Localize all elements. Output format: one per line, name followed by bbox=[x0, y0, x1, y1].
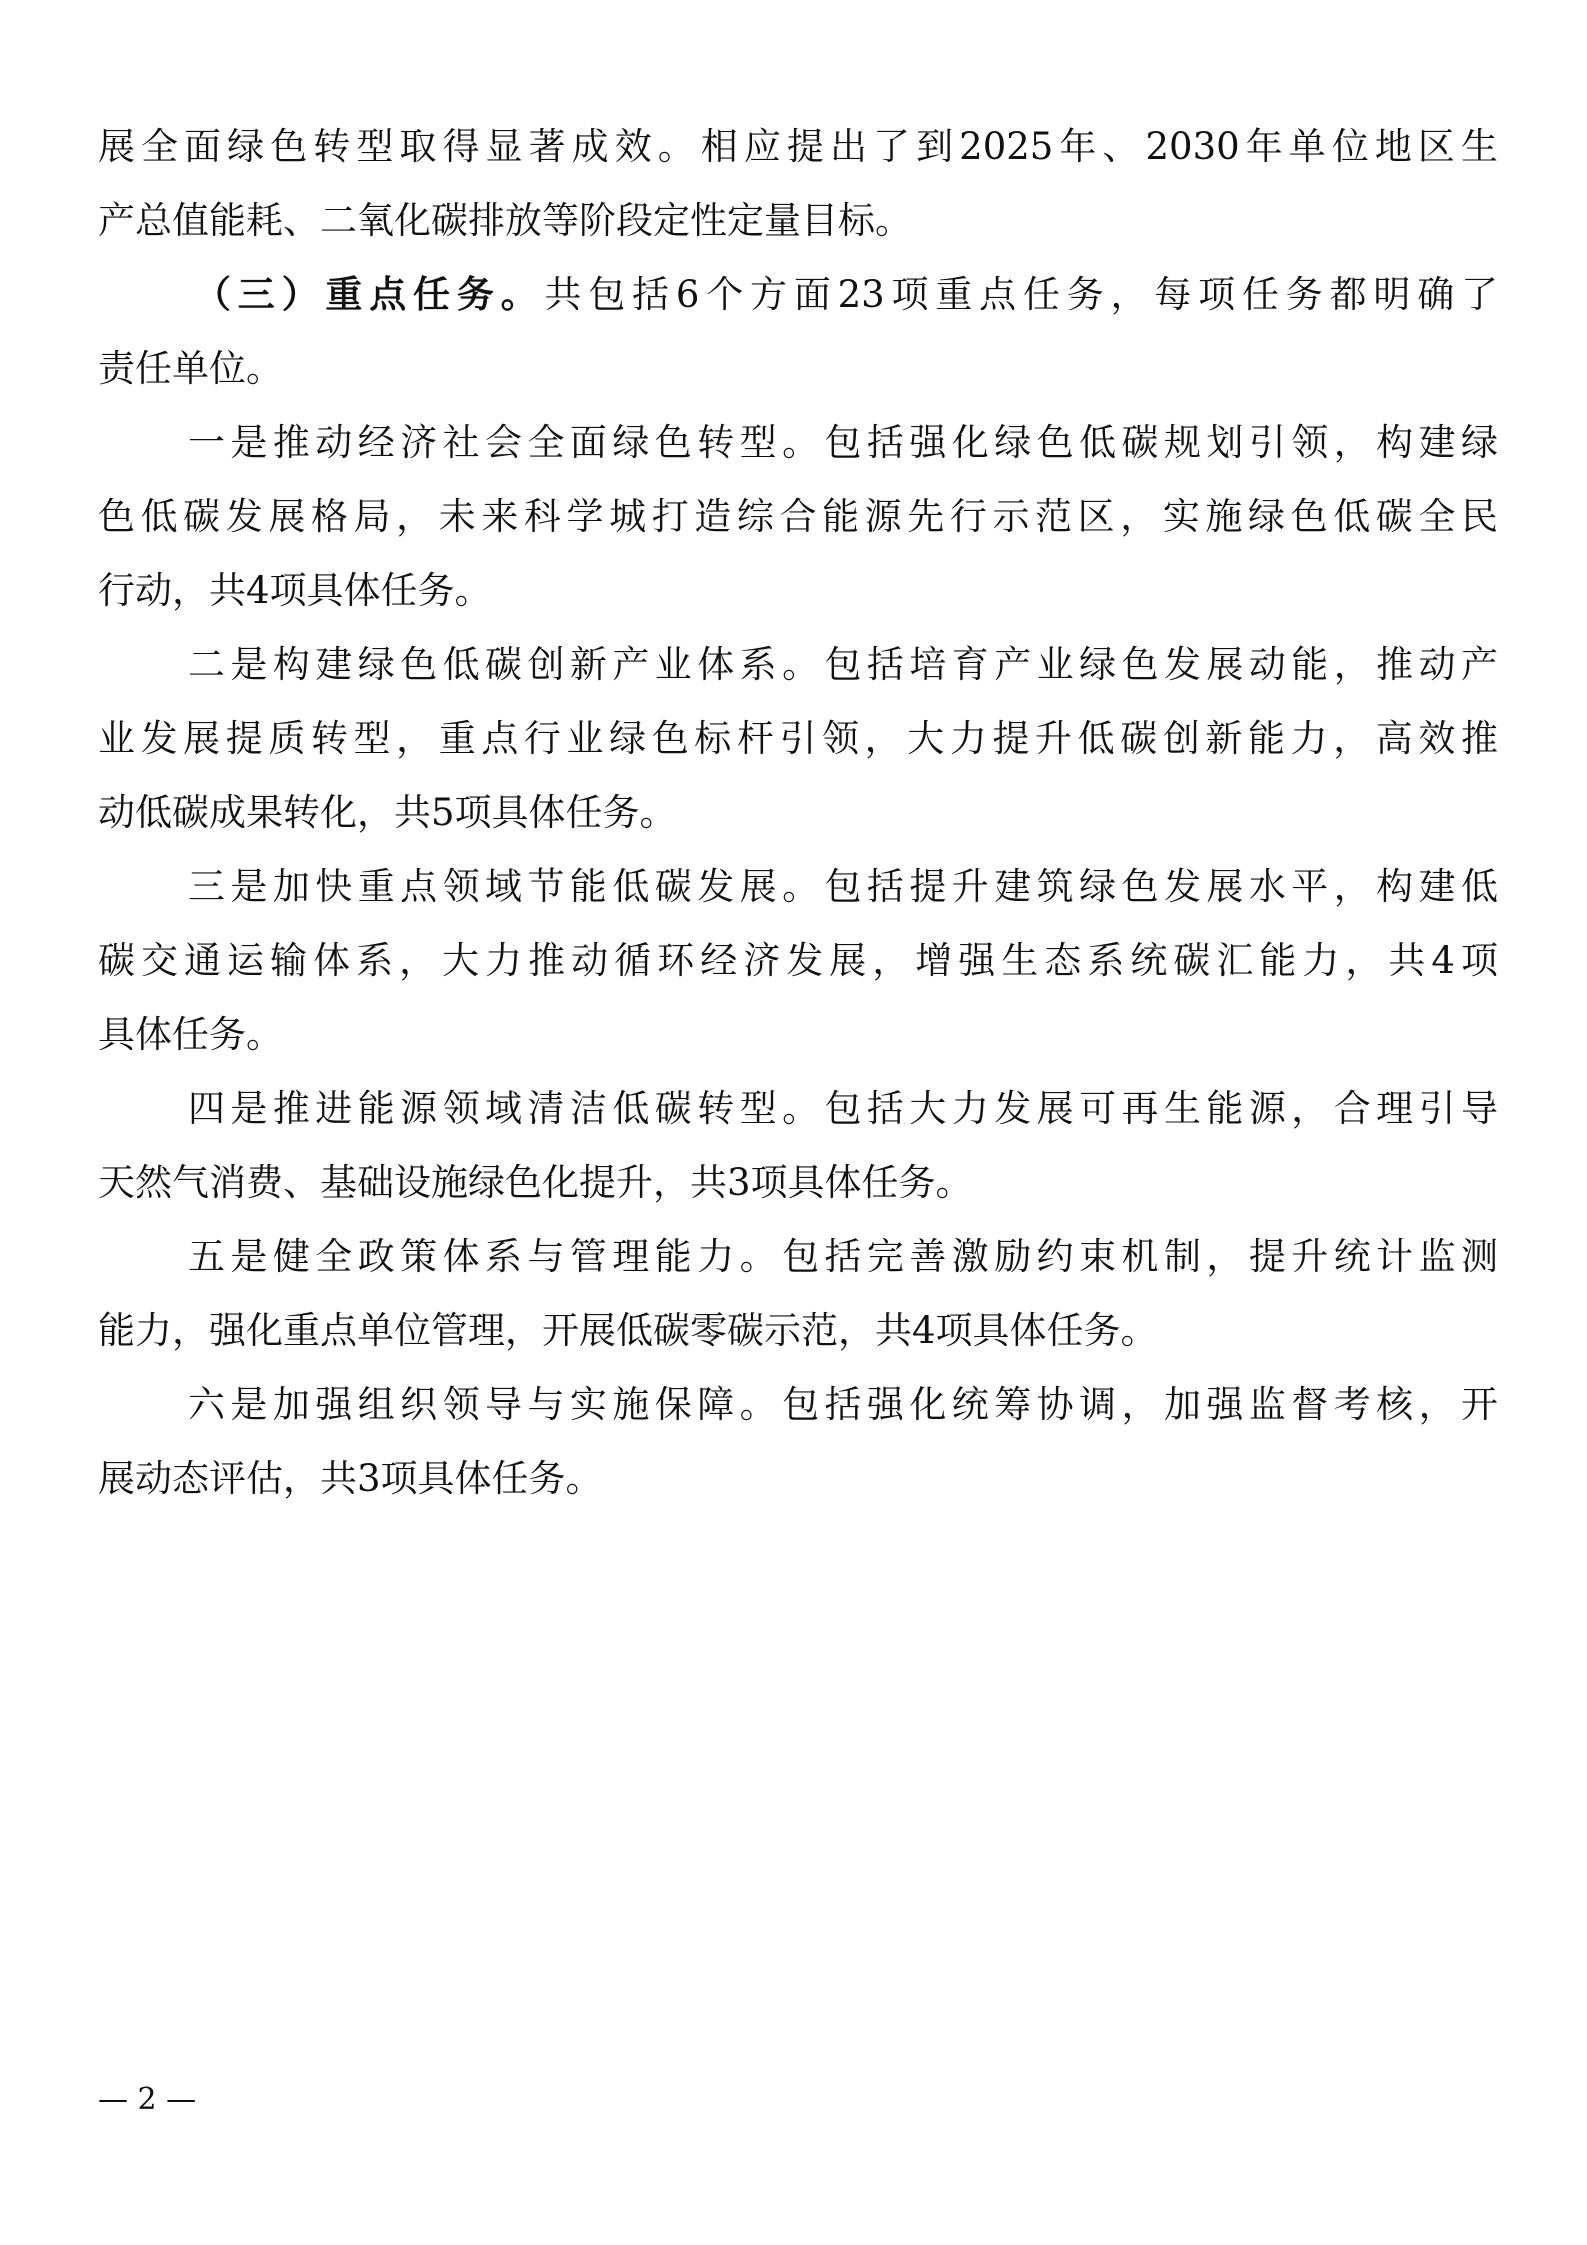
paragraph-task-3 bbox=[98, 850, 1498, 1072]
body-text bbox=[98, 110, 1498, 1516]
text-line: 展全面绿色转型取得显著成效。相应提出了到2025年、2030年单位地区生 bbox=[98, 125, 1498, 168]
section-heading-text: 共包括6个方面23项重点任务，每项任务都明确了 bbox=[544, 273, 1499, 316]
text-line: 三是加快重点领域节能低碳发展。包括提升建筑绿色发展水平，构建低 bbox=[188, 865, 1498, 908]
text-line: 展动态评估，共3项具体任务。 bbox=[98, 1457, 603, 1500]
paragraph-task-1 bbox=[98, 406, 1498, 628]
paragraph-task-6 bbox=[98, 1368, 1498, 1516]
text-line: 色低碳发展格局，未来科学城打造综合能源先行示范区，实施绿色低碳全民 bbox=[98, 495, 1498, 538]
text-line: 动低碳成果转化，共5项具体任务。 bbox=[98, 791, 677, 834]
text-line: 责任单位。 bbox=[98, 347, 283, 390]
text-line: 二是构建绿色低碳创新产业体系。包括培育产业绿色发展动能，推动产 bbox=[188, 643, 1498, 686]
text-line: 六是加强组织领导与实施保障。包括强化统筹协调，加强监督考核，开 bbox=[188, 1383, 1498, 1426]
paragraph-task-2 bbox=[98, 628, 1498, 850]
text-line: 一是推动经济社会全面绿色转型。包括强化绿色低碳规划引领，构建绿 bbox=[188, 421, 1498, 464]
text-line: 具体任务。 bbox=[98, 1013, 283, 1056]
text-line: 碳交通运输体系，大力推动循环经济发展，增强生态系统碳汇能力，共4项 bbox=[98, 939, 1498, 982]
text-line: 天然气消费、基础设施绿色化提升，共3项具体任务。 bbox=[98, 1161, 973, 1204]
page-number: — 2 — bbox=[98, 2082, 197, 2117]
text-line: 五是健全政策体系与管理能力。包括完善激励约束机制，提升统计监测 bbox=[188, 1235, 1498, 1278]
paragraph-task-4 bbox=[98, 1072, 1498, 1220]
paragraph-key-tasks bbox=[98, 258, 1498, 406]
text-line: 四是推进能源领域清洁低碳转型。包括大力发展可再生能源，合理引导 bbox=[188, 1087, 1498, 1130]
section-heading-label: （三）重点任务。 bbox=[194, 273, 545, 316]
text-line: 产总值能耗、二氧化碳排放等阶段定性定量目标。 bbox=[98, 199, 912, 242]
paragraph-task-5 bbox=[98, 1220, 1498, 1368]
text-line: 能力，强化重点单位管理，开展低碳零碳示范，共4项具体任务。 bbox=[98, 1309, 1158, 1352]
text-line: 行动，共4项具体任务。 bbox=[98, 569, 492, 612]
paragraph-intro-continued bbox=[98, 110, 1498, 258]
text-line: 业发展提质转型，重点行业绿色标杆引领，大力提升低碳创新能力，高效推 bbox=[98, 717, 1498, 760]
text-line bbox=[98, 258, 1498, 332]
